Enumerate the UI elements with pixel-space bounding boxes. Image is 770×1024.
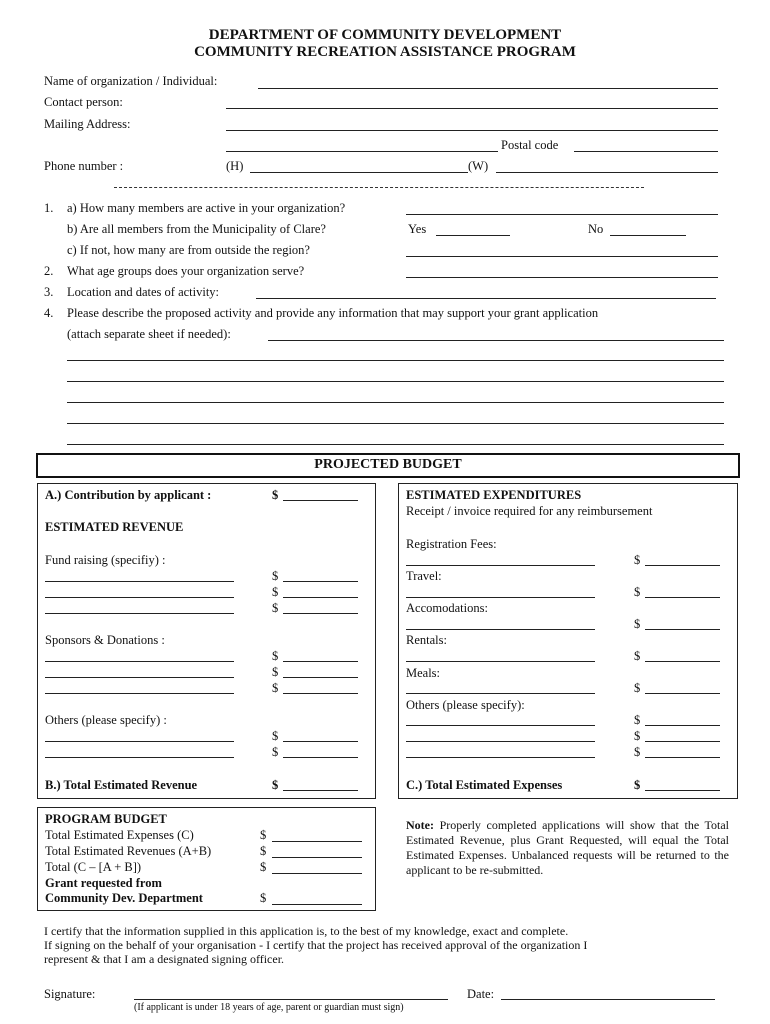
home-phone-label: (H) xyxy=(226,159,244,173)
travel-amount[interactable] xyxy=(645,597,720,598)
meals-dollar: $ xyxy=(634,681,641,695)
fundraising-amount-3[interactable] xyxy=(283,613,358,614)
expense-others-dollar-1: $ xyxy=(634,713,641,727)
total-revenue-label: B.) Total Estimated Revenue xyxy=(45,778,198,792)
rentals-label: Rentals: xyxy=(406,633,447,647)
postal-code-label: Postal code xyxy=(501,138,559,152)
contribution-dollar: $ xyxy=(272,488,279,502)
total-expenses-dollar: $ xyxy=(634,778,641,792)
question-2-field[interactable] xyxy=(406,277,718,278)
question-1c-field[interactable] xyxy=(406,256,718,257)
program-budget-heading: PROGRAM BUDGET xyxy=(45,812,167,826)
sponsors-amount-2[interactable] xyxy=(283,677,358,678)
sponsors-amount-1[interactable] xyxy=(283,661,358,662)
sponsors-dollar-3: $ xyxy=(272,681,279,695)
travel-dollar: $ xyxy=(634,585,641,599)
fundraising-item-2[interactable] xyxy=(45,597,234,598)
postal-code-field[interactable] xyxy=(574,151,718,152)
estimated-revenue-heading: ESTIMATED REVENUE xyxy=(45,520,184,534)
org-name-field[interactable] xyxy=(258,88,718,89)
expense-others-label: Others (please specify): xyxy=(406,698,525,712)
question-4-line-4[interactable] xyxy=(67,402,724,403)
revenue-others-item-2[interactable] xyxy=(45,757,234,758)
certify-line-1: I certify that the information supplied in this application is, to the best of my knowledge, exact and complete. xyxy=(44,924,569,938)
question-4-line-2[interactable] xyxy=(67,360,724,361)
expenses-box xyxy=(398,483,738,799)
fundraising-dollar-2: $ xyxy=(272,585,279,599)
contribution-amount-field[interactable] xyxy=(283,500,358,501)
mailing-address-label: Mailing Address: xyxy=(44,117,131,131)
sponsors-item-1[interactable] xyxy=(45,661,234,662)
expenditures-heading: ESTIMATED EXPENDITURES xyxy=(406,488,582,502)
question-1-number: 1. xyxy=(44,201,54,215)
registration-amount[interactable] xyxy=(645,565,720,566)
question-2-text: What age groups does your organization serve? xyxy=(67,264,305,278)
org-name-label: Name of organization / Individual: xyxy=(44,74,218,88)
question-4-attach-text: (attach separate sheet if needed): xyxy=(67,327,231,341)
yes-field[interactable] xyxy=(436,235,510,236)
meals-item[interactable] xyxy=(406,693,595,694)
work-phone-field[interactable] xyxy=(496,172,718,173)
sponsors-item-2[interactable] xyxy=(45,677,234,678)
sponsors-label: Sponsors & Donations : xyxy=(45,633,165,647)
accommodations-amount[interactable] xyxy=(645,629,720,630)
work-phone-label: (W) xyxy=(468,159,489,173)
rentals-dollar: $ xyxy=(634,649,641,663)
contact-person-field[interactable] xyxy=(226,108,718,109)
rentals-amount[interactable] xyxy=(645,661,720,662)
revenue-others-amount-2[interactable] xyxy=(283,757,358,758)
accommodations-item[interactable] xyxy=(406,629,595,630)
travel-item[interactable] xyxy=(406,597,595,598)
contribution-label: A.) Contribution by applicant : xyxy=(45,488,212,502)
revenue-others-item-1[interactable] xyxy=(45,741,234,742)
question-1a-text: a) How many members are active in your organization? xyxy=(67,201,346,215)
question-4-field[interactable] xyxy=(268,340,724,341)
accommodations-label: Accomodations: xyxy=(406,601,488,615)
revenue-others-dollar-2: $ xyxy=(272,745,279,759)
no-label: No xyxy=(588,222,604,236)
program-total-dollar: $ xyxy=(260,860,267,874)
expense-others-amount-3[interactable] xyxy=(645,757,720,758)
fundraising-amount-2[interactable] xyxy=(283,597,358,598)
mailing-address-field[interactable] xyxy=(226,130,718,131)
sponsors-amount-3[interactable] xyxy=(283,693,358,694)
travel-label: Travel: xyxy=(406,569,442,583)
sponsors-dollar-1: $ xyxy=(272,649,279,663)
question-3-field[interactable] xyxy=(256,298,716,299)
fundraising-item-3[interactable] xyxy=(45,613,234,614)
meals-amount[interactable] xyxy=(645,693,720,694)
expense-others-item-3[interactable] xyxy=(406,757,595,758)
signature-label: Signature: xyxy=(44,987,96,1001)
expense-others-dollar-2: $ xyxy=(634,729,641,743)
program-total-expenses-field[interactable] xyxy=(272,841,362,842)
fundraising-item-1[interactable] xyxy=(45,581,234,582)
no-field[interactable] xyxy=(610,235,686,236)
program-total-expenses-dollar: $ xyxy=(260,828,267,842)
projected-budget-heading: PROJECTED BUDGET xyxy=(314,457,462,472)
fundraising-amount-1[interactable] xyxy=(283,581,358,582)
sponsors-dollar-2: $ xyxy=(272,665,279,679)
grant-requested-field[interactable] xyxy=(272,904,362,905)
sponsors-item-3[interactable] xyxy=(45,693,234,694)
program-total-revenues-dollar: $ xyxy=(260,844,267,858)
registration-dollar: $ xyxy=(634,553,641,567)
total-revenue-dollar: $ xyxy=(272,778,279,792)
revenue-others-amount-1[interactable] xyxy=(283,741,358,742)
question-4-line-3[interactable] xyxy=(67,381,724,382)
expense-others-amount-2[interactable] xyxy=(645,741,720,742)
contact-person-label: Contact person: xyxy=(44,95,123,109)
expense-others-item-1[interactable] xyxy=(406,725,595,726)
revenue-others-label: Others (please specify) : xyxy=(45,713,167,727)
note-label: Note: xyxy=(406,818,434,832)
rentals-item[interactable] xyxy=(406,661,595,662)
question-4-text: Please describe the proposed activity and provide any information that may support your grant application xyxy=(67,306,599,320)
expense-others-dollar-3: $ xyxy=(634,745,641,759)
question-3-number: 3. xyxy=(44,285,54,299)
question-4-line-6[interactable] xyxy=(67,444,724,445)
accommodations-dollar: $ xyxy=(634,617,641,631)
program-total-revenues-field[interactable] xyxy=(272,857,362,858)
question-4-number: 4. xyxy=(44,306,54,320)
registration-label: Registration Fees: xyxy=(406,537,497,551)
date-label: Date: xyxy=(467,987,495,1001)
question-4-line-5[interactable] xyxy=(67,423,724,424)
fundraising-dollar-1: $ xyxy=(272,569,279,583)
guardian-note: (If applicant is under 18 years of age, parent or guardian must sign) xyxy=(134,1002,404,1013)
home-phone-field[interactable] xyxy=(250,172,468,173)
question-1b-text: b) Are all members from the Municipality of Clare? xyxy=(67,222,326,236)
grant-requested-label-1: Grant requested from xyxy=(45,876,162,890)
total-expenses-label: C.) Total Estimated Expenses xyxy=(406,778,563,792)
question-2-number: 2. xyxy=(44,264,54,278)
fundraising-dollar-3: $ xyxy=(272,601,279,615)
question-3-text: Location and dates of activity: xyxy=(67,285,220,299)
registration-item[interactable] xyxy=(406,565,595,566)
program-total-label: Total (C – [A + B]) xyxy=(45,860,142,874)
balance-note xyxy=(406,818,729,878)
yes-label: Yes xyxy=(408,222,427,236)
program-total-expenses-label: Total Estimated Expenses (C) xyxy=(45,828,194,842)
receipt-note: Receipt / invoice required for any reimbursement xyxy=(406,504,653,518)
program-total-revenues-label: Total Estimated Revenues (A+B) xyxy=(45,844,212,858)
total-expenses-field[interactable] xyxy=(645,790,720,791)
question-1c-text: c) If not, how many are from outside the region? xyxy=(67,243,310,257)
fundraising-label: Fund raising (specifiy) : xyxy=(45,553,166,567)
certify-line-3: represent & that I am a designated signing officer. xyxy=(44,952,285,966)
form-title-program: COMMUNITY RECREATION ASSISTANCE PROGRAM xyxy=(194,44,576,60)
total-revenue-field[interactable] xyxy=(283,790,358,791)
meals-label: Meals: xyxy=(406,666,441,680)
section-divider xyxy=(114,187,644,188)
date-field[interactable] xyxy=(501,999,715,1000)
question-1a-field[interactable] xyxy=(406,214,718,215)
mailing-address-field-2[interactable] xyxy=(226,151,498,152)
note-text: Properly completed applications will show that the Total Estimated Revenue, plus Grant Requested, will equal the Total Estimated Expenses. Unbalanced requests will be returned to the applicant to be re-submitted. xyxy=(406,818,730,877)
revenue-others-dollar-1: $ xyxy=(272,729,279,743)
expense-others-amount-1[interactable] xyxy=(645,725,720,726)
certify-line-2: If signing on the behalf of your organisation - I certify that the project has received approval of the organization I xyxy=(44,938,588,952)
phone-label: Phone number : xyxy=(44,159,124,173)
grant-requested-dollar: $ xyxy=(260,891,267,905)
grant-requested-label-2: Community Dev. Department xyxy=(45,891,203,905)
signature-field[interactable] xyxy=(134,999,448,1000)
form-title-department: DEPARTMENT OF COMMUNITY DEVELOPMENT xyxy=(208,27,562,43)
expense-others-item-2[interactable] xyxy=(406,741,595,742)
program-total-field[interactable] xyxy=(272,873,362,874)
